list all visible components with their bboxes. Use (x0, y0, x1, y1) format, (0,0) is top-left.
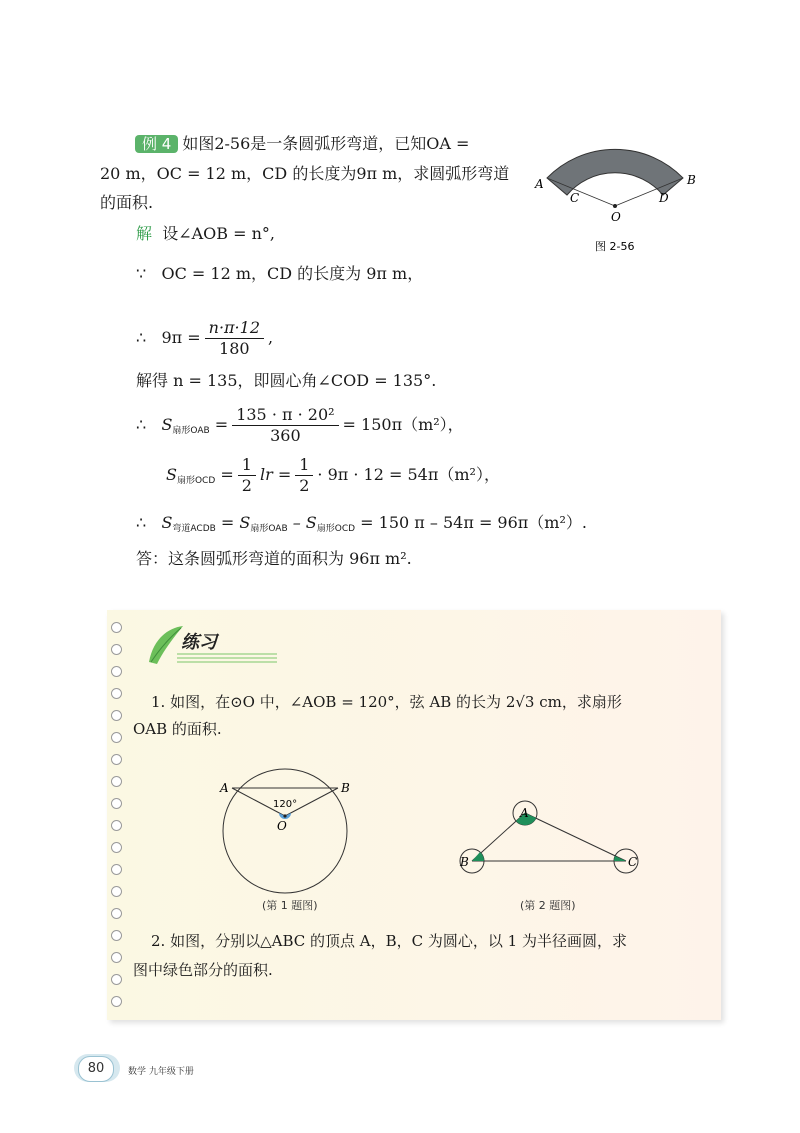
angle-label: 120° (273, 799, 298, 810)
figure-2-56 (525, 120, 715, 260)
solution-label: 解 (136, 224, 153, 243)
s-ocd-result: · 9π · 12 = 54π（m²）， (317, 465, 500, 484)
book-title: 数学 九年级下册 (128, 1067, 194, 1077)
binder-ring (111, 952, 122, 963)
half-fraction-1 (238, 455, 256, 496)
s-oab-denominator: 360 (270, 426, 301, 445)
half-denominator-1: 2 (241, 476, 252, 495)
curved-road-band (547, 149, 683, 195)
eq1-fraction (205, 318, 264, 359)
fig2-label-a: A (520, 806, 529, 820)
binder-ring (111, 644, 122, 655)
binder-ring (111, 864, 122, 875)
example-text-1: 如图2-56是一条圆弧形弯道，已知OA = (182, 134, 470, 153)
half-denominator-2: 2 (299, 476, 310, 495)
set-angle-text: 设∠AOB = n°, (162, 224, 275, 243)
binder-ring (111, 886, 122, 897)
example-tag: 例 4 (135, 135, 178, 153)
s-oab-result: = 150π（m²）， (342, 415, 464, 434)
because-text: OC = 12 m，CD 的长度为 9π m， (161, 264, 424, 283)
question-2-line-2: 图中绿色部分的面积. (133, 961, 273, 979)
fig2-caption: (第 2 题图) (520, 899, 576, 912)
binder-ring (111, 908, 122, 919)
binder-ring (111, 622, 122, 633)
binder-ring (111, 666, 122, 677)
side-ac (525, 813, 626, 861)
final-subscript-2: 扇形OAB (250, 524, 288, 534)
center-o (613, 204, 617, 208)
s-symbol-2: S (166, 465, 177, 484)
sector-c (614, 856, 626, 861)
final-minus: – S (292, 513, 317, 532)
eq1-tail: , (268, 328, 274, 347)
solve-line: 解得 n = 135，即圆心角∠COD = 135°. (136, 371, 437, 390)
binder-ring (111, 754, 122, 765)
binder-ring (111, 798, 122, 809)
equation-1 (136, 318, 273, 359)
because-symbol: ∵ (136, 264, 147, 283)
fig1-caption: (第 1 题图) (262, 899, 318, 912)
binder-ring (111, 688, 122, 699)
half-fraction-2 (295, 455, 313, 496)
s-symbol-3: S (161, 513, 173, 532)
binder-ring (111, 820, 122, 831)
center-dot (283, 814, 286, 817)
final-area-line (136, 512, 587, 540)
half-numerator-1: 1 (238, 455, 256, 476)
s-oab-subscript: 扇形OAB (172, 426, 210, 436)
question-1-figure (207, 768, 367, 918)
final-subscript: 弯道ACDB (172, 524, 216, 534)
solution-set-line (136, 223, 275, 245)
page-number-badge (74, 1054, 120, 1082)
binder-ring (111, 732, 122, 743)
example-line-3: 的面积. (100, 193, 154, 212)
fig2-label-c: C (628, 855, 638, 869)
s-ocd-subscript: 扇形OCD (176, 476, 216, 486)
sector-b (472, 852, 484, 861)
therefore-symbol-3: ∴ (136, 513, 147, 532)
question-2-figure (452, 790, 652, 890)
equals: = (214, 415, 229, 434)
binder-ring (111, 996, 122, 1007)
example-line-2: 20 m，OC = 12 m，CD 的长度为9π m，求圆弧形弯道 (100, 164, 510, 183)
answer-line: 答：这条圆弧形弯道的面积为 96π m². (136, 549, 412, 568)
therefore-symbol: ∴ (136, 328, 147, 347)
fig256-label-a: A (535, 177, 544, 191)
fig2-label-b: B (460, 855, 469, 869)
final-equals: = S (220, 513, 251, 532)
practice-title: 练习 (181, 632, 217, 653)
fig256-label-d: D (659, 191, 669, 205)
binder-ring (111, 842, 122, 853)
s-oab-fraction (232, 405, 338, 446)
eq1-denominator: 180 (219, 339, 250, 358)
fig256-label-b: B (687, 173, 696, 187)
fig256-label-c: C (570, 191, 580, 205)
because-line (136, 263, 423, 285)
binder-ring (111, 974, 122, 985)
fig1-label-a: A (220, 781, 229, 795)
fig256-label-o: O (611, 210, 621, 224)
page-number: 80 (78, 1056, 114, 1082)
final-subscript-3: 扇形OCD (316, 524, 356, 534)
s-oab-numerator: 135 · π · 20² (232, 405, 338, 426)
equals-2: = (220, 465, 234, 484)
question-1-line-2: OAB 的面积. (133, 720, 222, 738)
binder-ring (111, 710, 122, 721)
question-1-line-1: 1. 如图，在⊙O 中，∠AOB = 120°，弦 AB 的长为 2√3 cm，求扇形 (151, 693, 622, 711)
therefore-symbol-2: ∴ (136, 415, 147, 434)
binder-ring (111, 930, 122, 941)
final-result: = 150 π – 54π = 96π（m²）. (360, 513, 587, 532)
figure-caption: 图 2-56 (595, 240, 635, 253)
eq1-left: 9π = (161, 328, 201, 347)
example-line-1 (135, 133, 469, 155)
binder-ring (111, 776, 122, 787)
half-numerator-2: 1 (295, 455, 313, 476)
fig1-label-o: O (277, 819, 287, 833)
question-2-line-1: 2. 如图，分别以△ABC 的顶点 A，B，C 为圆心，以 1 为半径画圆，求 (151, 932, 627, 950)
fig1-label-b: B (341, 781, 350, 795)
lr-text: lr = (259, 465, 292, 484)
s-symbol: S (161, 415, 173, 434)
eq1-numerator: n·π·12 (205, 318, 264, 339)
area-oab-line (136, 405, 464, 446)
area-ocd-line (166, 455, 500, 496)
practice-box (107, 610, 721, 1020)
